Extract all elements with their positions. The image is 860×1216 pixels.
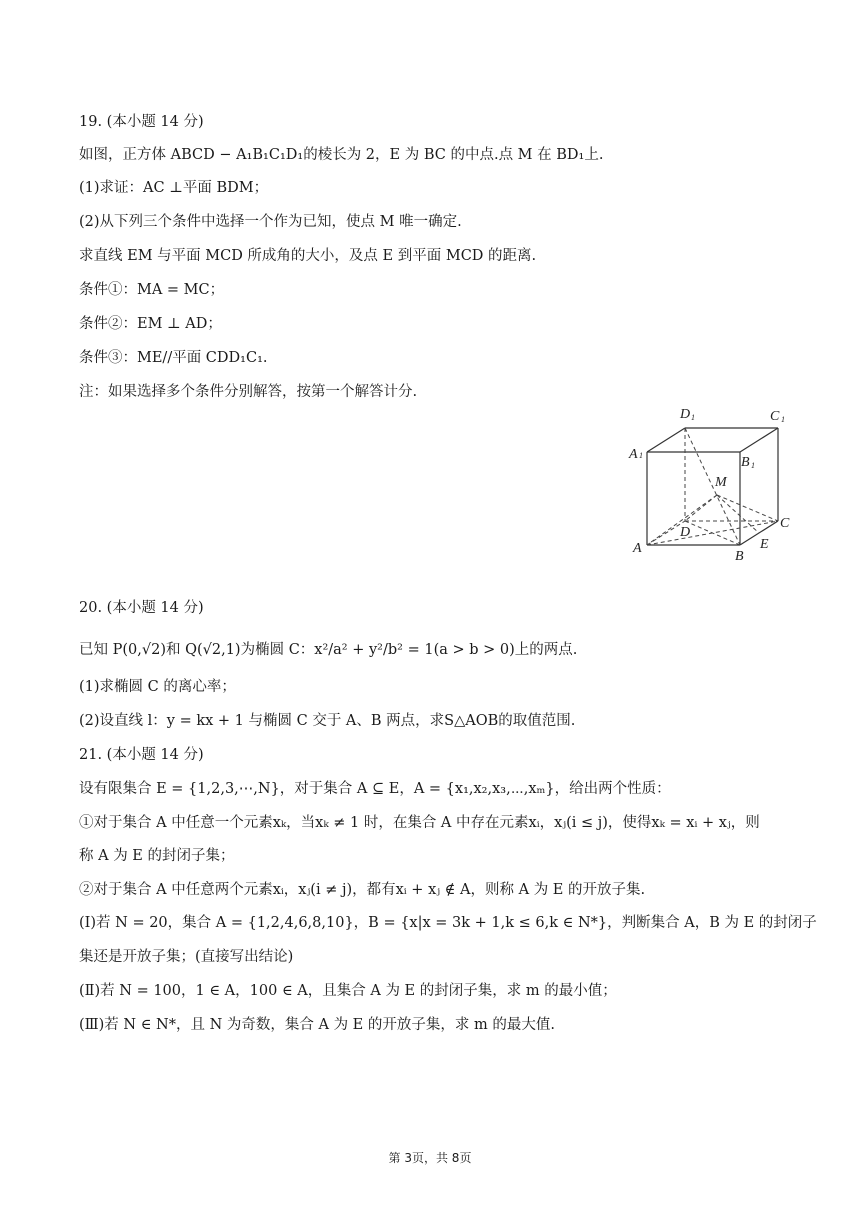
label-C1: C <box>770 409 780 424</box>
label-A: A <box>633 541 642 556</box>
q19-part2: (2)从下列三个条件中选择一个作为已知，使点 M 唯一确定. <box>79 214 462 230</box>
q21-property-1: ①对于集合 A 中任意一个元素xₖ，当xₖ ≠ 1 时，在集合 A 中存在元素xᵢ，xⱼ(i ≤ j)，使得xₖ = xᵢ + xⱼ，则 <box>79 815 760 831</box>
q20-part2: (2)设直线 l：y = kx + 1 与椭圆 C 交于 A、B 两点，求S△AOB的取值范围. <box>79 713 576 729</box>
label-B1: B <box>741 455 750 470</box>
q21-part-II: (Ⅱ)若 N = 100，1 ∈ A，100 ∈ A，且集合 A 为 E 的封闭子集，求 m 的最小值； <box>79 983 617 999</box>
label-M: M <box>715 475 727 490</box>
label-D: D <box>680 525 691 540</box>
page-footer: 第 3页，共 8页 <box>388 1151 472 1165</box>
cube-figure <box>620 400 800 570</box>
q21-part-I-cont: 集还是开放子集；(直接写出结论) <box>79 949 294 965</box>
label-B1-sub: 1 <box>751 461 755 470</box>
diagonal-BD1 <box>685 428 740 545</box>
q19-note: 注：如果选择多个条件分别解答，按第一个解答计分. <box>79 384 418 400</box>
q19-condition-3: 条件③：ME//平面 CDD₁C₁. <box>79 350 268 366</box>
q21-intro: 设有限集合 E = {1,2,3,⋯,N}，对于集合 A ⊆ E，A = {x₁,x₂,x₃,⋯,xₘ}，给出两个性质： <box>79 781 671 797</box>
q19-condition-2: 条件②：EM ⊥ AD； <box>79 316 222 332</box>
q20-intro: 已知 P(0,√2)和 Q(√2,1)为椭圆 C：x²/a² + y²/b² = 1(a > b > 0)上的两点. <box>79 642 578 658</box>
label-E: E <box>760 537 769 552</box>
label-D1-sub: 1 <box>691 413 695 422</box>
q21-property-2: ②对于集合 A 中任意两个元素xᵢ，xⱼ(i ≠ j)，都有xᵢ + xⱼ ∉ A，则称 A 为 E 的开放子集. <box>79 882 646 898</box>
q21-part-I: (Ⅰ)若 N = 20，集合 A = {1,2,4,6,8,10}，B = {x|x = 3k + 1,k ≤ 6,k ∈ N*}，判断集合 A，B 为 E 的封闭子 <box>79 915 817 931</box>
segment-MD <box>685 495 717 521</box>
q21-header: 21. (本小题 14 分) <box>79 747 204 763</box>
label-C: C <box>780 516 790 531</box>
q19-intro: 如图，正方体 ABCD − A₁B₁C₁D₁的棱长为 2，E 为 BC 的中点.点 M 在 BD₁上. <box>79 147 604 163</box>
q19-condition-1: 条件①：MA = MC； <box>79 282 225 298</box>
q21-property-1-cont: 称 A 为 E 的封闭子集； <box>79 848 235 864</box>
label-A1-sub: 1 <box>639 451 643 460</box>
label-C1-sub: 1 <box>781 415 785 424</box>
q20-part1: (1)求椭圆 C 的离心率； <box>79 679 236 695</box>
q19-part2-task: 求直线 EM 与平面 MCD 所成角的大小，及点 E 到平面 MCD 的距离. <box>79 248 537 264</box>
segment-ME <box>717 495 759 533</box>
edge-A1D1 <box>647 428 685 452</box>
label-D1: D <box>680 407 691 422</box>
edge-B1C1 <box>740 428 778 452</box>
label-B: B <box>735 549 744 564</box>
segment-MC <box>717 495 778 521</box>
diagonal-BD <box>685 521 740 545</box>
q21-part-III: (Ⅲ)若 N ∈ N*，且 N 为奇数，集合 A 为 E 的开放子集，求 m 的最大值. <box>79 1017 555 1033</box>
q19-part1: (1)求证：AC ⊥平面 BDM； <box>79 180 269 196</box>
q19-header: 19. (本小题 14 分) <box>79 114 204 130</box>
q20-header: 20. (本小题 14 分) <box>79 600 204 616</box>
label-A1: A <box>629 447 638 462</box>
